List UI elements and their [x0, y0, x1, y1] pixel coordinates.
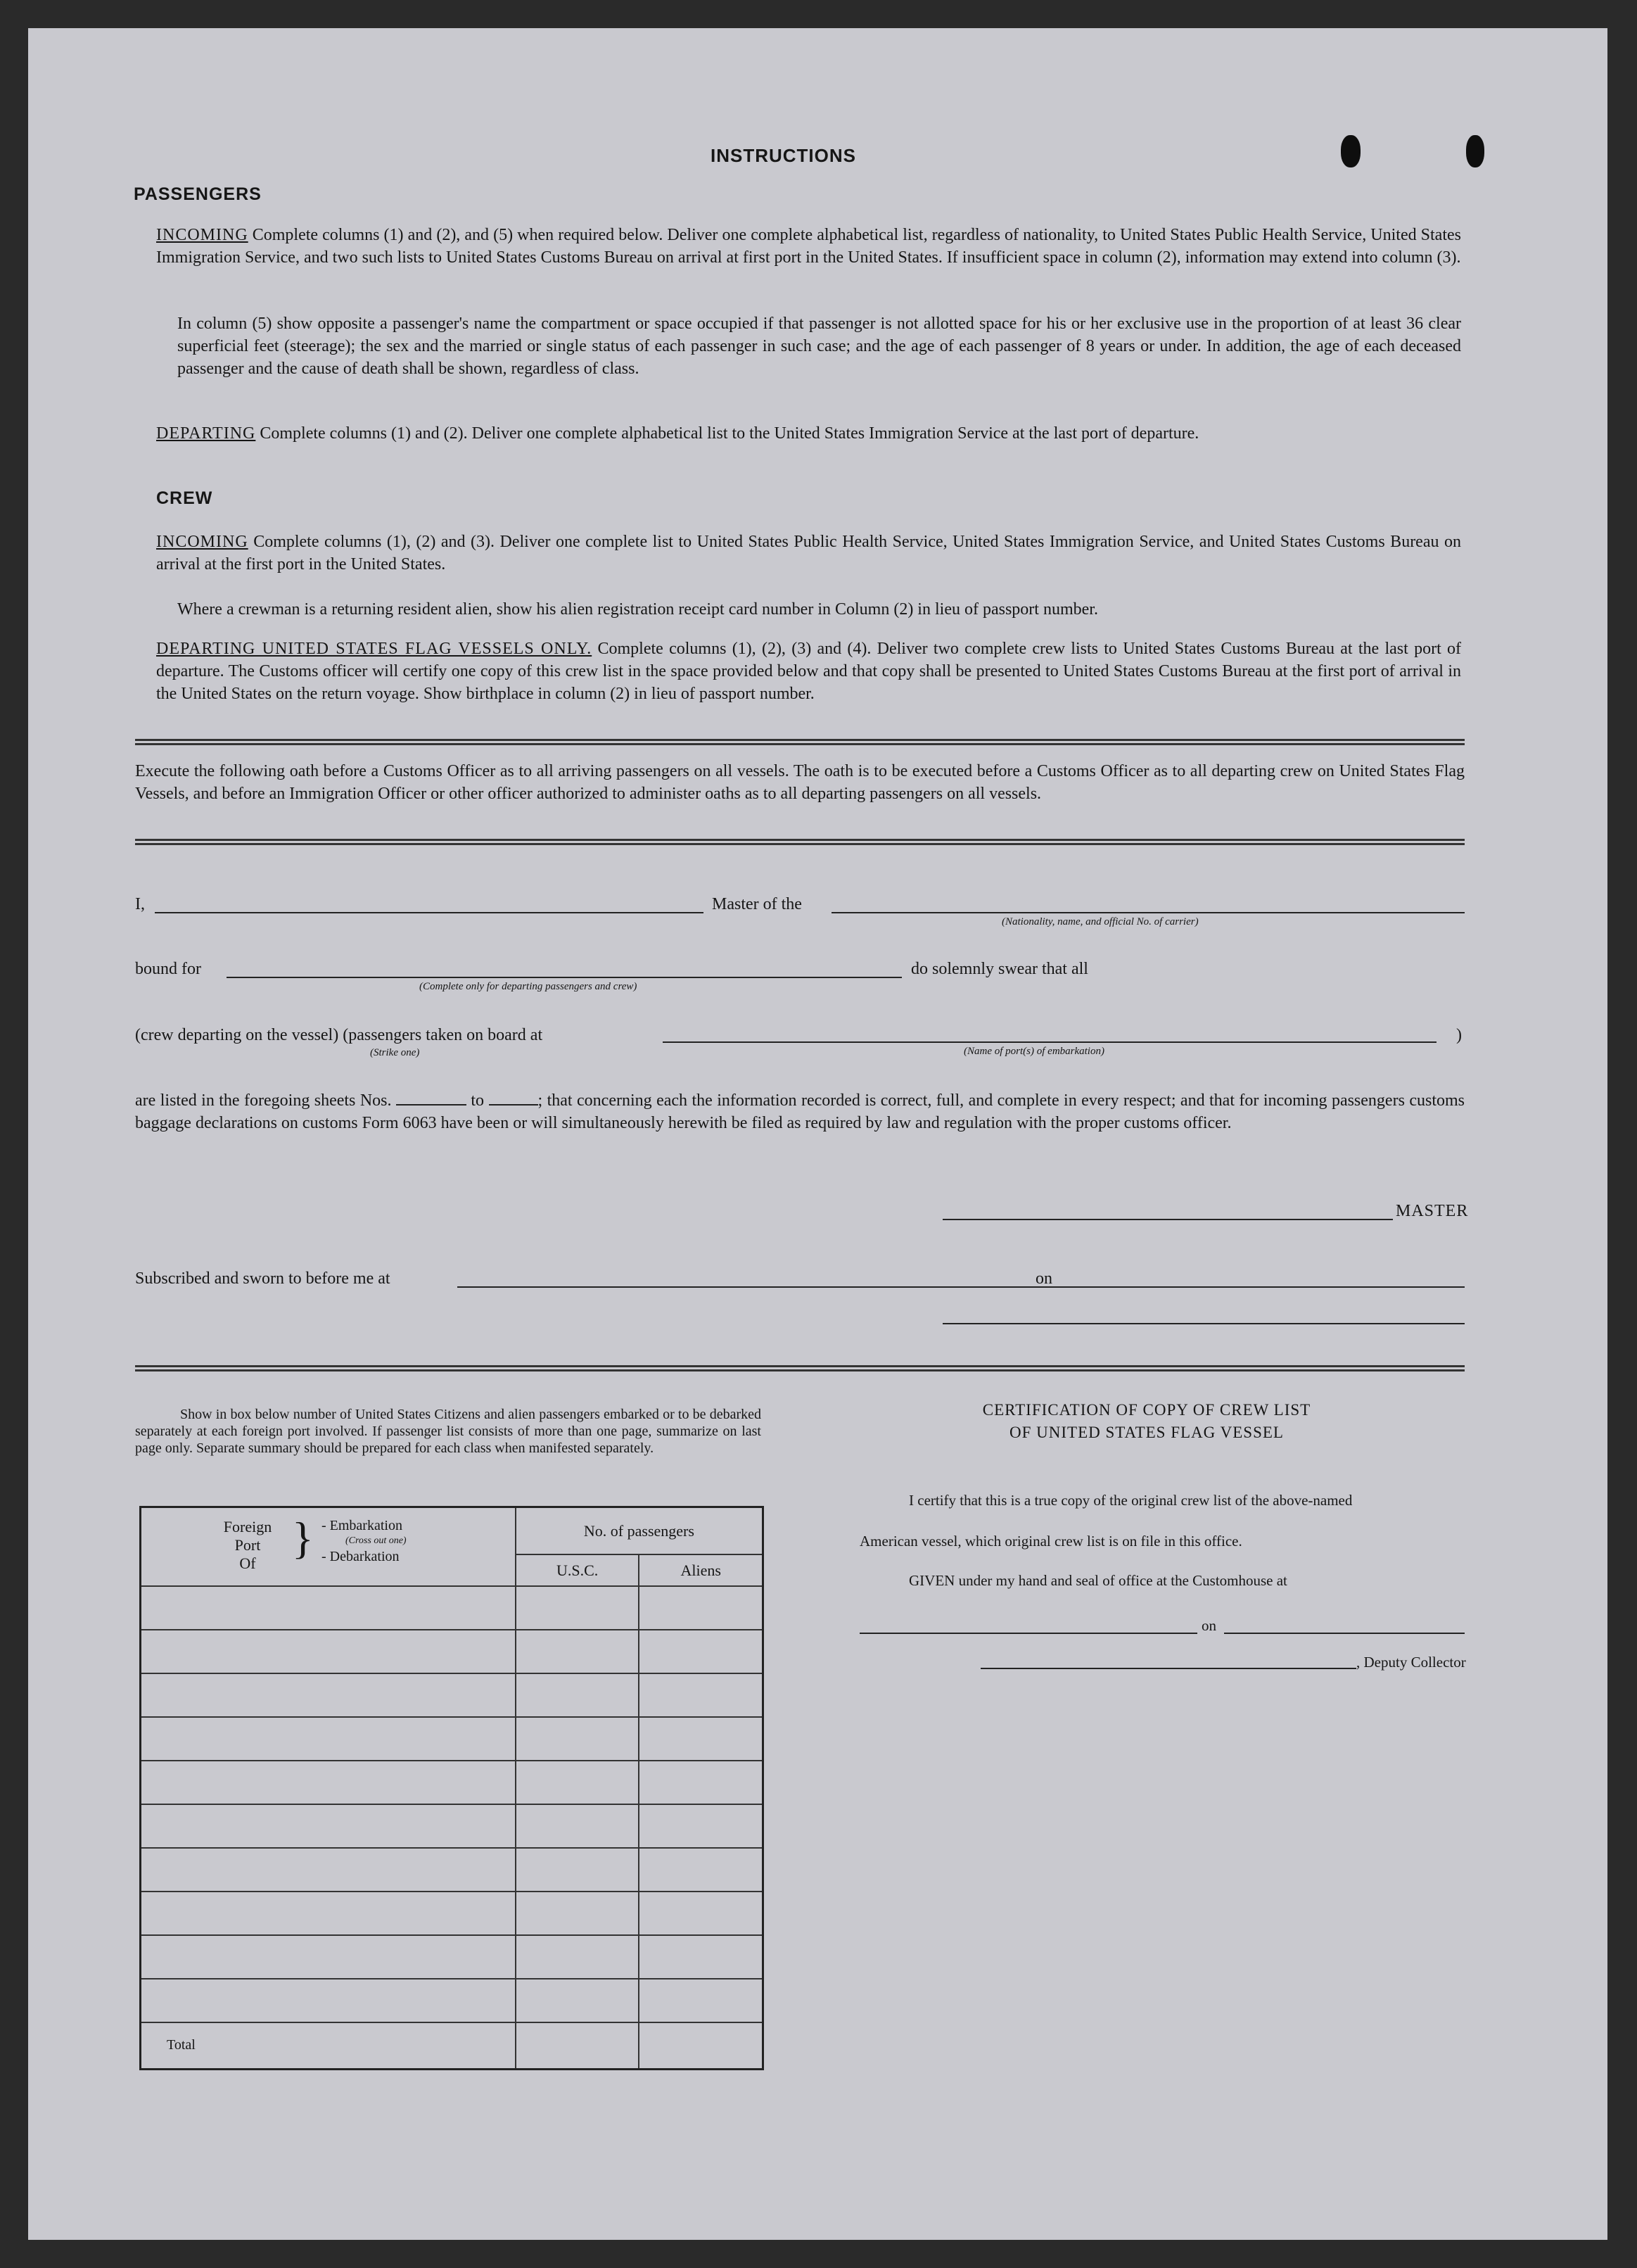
port-cell[interactable] — [141, 1630, 516, 1673]
usc-cell[interactable] — [516, 1892, 639, 1935]
usc-cell[interactable] — [516, 1804, 639, 1848]
aliens-cell[interactable] — [639, 1804, 763, 1848]
total-aliens-cell[interactable] — [639, 2022, 763, 2069]
sworn-on-label: on — [1036, 1269, 1052, 1288]
crew-incoming-text: Complete columns (1), (2) and (3). Deliver one complete list to United States Public Health Service, United States Immigration Service, and United States Customs Bureau on arrival at the first port in the United States. — [156, 533, 1461, 574]
crew-departing-label: DEPARTING UNITED STATES FLAG VESSELS ONLY. — [156, 640, 592, 658]
certify-text: I certify that this is a true copy of the original crew list of the above-named — [909, 1492, 1353, 1509]
ink-blot — [1341, 135, 1361, 167]
usc-cell[interactable] — [516, 1586, 639, 1630]
aliens-cell[interactable] — [639, 1761, 763, 1804]
carrier-caption: (Nationality, name, and official No. of carrier) — [1002, 916, 1199, 927]
usc-cell[interactable] — [516, 1848, 639, 1892]
aliens-cell[interactable] — [639, 1848, 763, 1892]
bound-for-field[interactable] — [227, 977, 902, 978]
customhouse-field[interactable] — [860, 1633, 1197, 1634]
aliens-cell[interactable] — [639, 1673, 763, 1717]
ports-caption: (Name of port(s) of embarkation) — [964, 1046, 1104, 1057]
embarkation-port-field[interactable] — [663, 1041, 1437, 1043]
close-paren: ) — [1456, 1026, 1462, 1044]
passengers-departing-paragraph — [156, 422, 1461, 445]
port-cell[interactable] — [141, 1586, 516, 1630]
usc-cell[interactable] — [516, 1761, 639, 1804]
port-cell[interactable] — [141, 1935, 516, 1979]
aliens-cell[interactable] — [639, 1979, 763, 2022]
port-cell[interactable] — [141, 1848, 516, 1892]
usc-header: U.S.C. — [516, 1554, 639, 1586]
passengers-departing-text: Complete columns (1) and (2). Deliver one complete alphabetical list to the United States Immigration Service at the last port of departure. — [260, 424, 1199, 443]
carrier-field[interactable] — [832, 912, 1465, 913]
passengers-heading: PASSENGERS — [134, 184, 262, 204]
usc-cell[interactable] — [516, 1935, 639, 1979]
usc-cell[interactable] — [516, 1979, 639, 2022]
usc-cell[interactable] — [516, 1630, 639, 1673]
section-divider — [135, 1365, 1465, 1371]
total-label: Total — [141, 2022, 516, 2069]
port-cell[interactable] — [141, 1717, 516, 1761]
strike-one-caption: (Strike one) — [370, 1047, 420, 1058]
table-row — [141, 1761, 763, 1804]
section-divider — [135, 839, 1465, 845]
crew-incoming-label: INCOMING — [156, 533, 248, 551]
usc-cell[interactable] — [516, 1717, 639, 1761]
sheet-from-field[interactable] — [396, 1104, 466, 1106]
given-text: GIVEN under my hand and seal of office at the Customhouse at — [909, 1572, 1287, 1589]
table-row — [141, 1804, 763, 1848]
crew-departing-paragraph — [156, 638, 1461, 705]
aliens-cell[interactable] — [639, 1630, 763, 1673]
table-row — [141, 1935, 763, 1979]
crew-departing-label: (crew departing on the vessel) (passengers taken on board at — [135, 1026, 543, 1044]
master-signature-field[interactable] — [943, 1219, 1393, 1220]
vessel-text: American vessel, which original crew list is on file in this office. — [860, 1533, 1242, 1550]
aliens-header: Aliens — [639, 1554, 763, 1586]
subscribed-label: Subscribed and sworn to before me at — [135, 1269, 390, 1288]
aliens-cell[interactable] — [639, 1935, 763, 1979]
sheets-paragraph: are listed in the foregoing sheets Nos. to ; that concerning each the information recorded is correct, full, and complete in every respect; and that for incoming passengers customs baggage declarations on customs Form 6063 have been or will simultaneously herewith be filed as required by law and regulation with the proper customs officer. — [135, 1091, 1465, 1132]
table-row — [141, 1630, 763, 1673]
port-cell[interactable] — [141, 1761, 516, 1804]
passengers-incoming-text: Complete columns (1) and (2), and (5) when required below. Deliver one complete alphabetical list, regardless of nationality, to United States Public Health Service, United States Immigration Service, and two such lists to United States Customs Bureau on arrival at first port in the United States. If insufficient space in column (2), information may extend into column (3). — [156, 226, 1461, 267]
master-name-field[interactable] — [155, 912, 703, 913]
crew-departing-text: Complete columns (1), (2), (3) and (4). Deliver two complete crew lists to United States Customs Bureau at the last port of departure. The Customs officer will certify one copy of this crew list in the space provided below and that copy shall be presented to United States Customs Bureau at the first port of arrival in the United States on the return voyage. Show birthplace in column (2) in lieu of passport number. — [156, 640, 1461, 703]
crew-heading: CREW — [156, 488, 213, 508]
table-row — [141, 1717, 763, 1761]
aliens-cell[interactable] — [639, 1892, 763, 1935]
passengers-departing-label: DEPARTING — [156, 424, 256, 443]
table-row — [141, 1673, 763, 1717]
usc-cell[interactable] — [516, 1673, 639, 1717]
cert-date-field[interactable] — [1224, 1633, 1465, 1634]
summary-intro: Show in box below number of United States Citizens and alien passengers embarked or to be debarked separately at each foreign port involved. If passenger list consists of more than one page, summarize on last page only. Separate summary should be prepared for each class when manifested separately. — [135, 1407, 761, 1456]
foreign-port-header: Foreign Port Of } - Embarkation (Cross out one) - Debarkation — [141, 1507, 516, 1587]
port-cell[interactable] — [141, 1892, 516, 1935]
crew-resident-paragraph: Where a crewman is a returning resident alien, show his alien registration receipt card number in Column (2) in lieu of passport number. — [177, 600, 1098, 619]
sworn-place-field[interactable] — [457, 1286, 1062, 1288]
passenger-summary-table — [139, 1506, 764, 2070]
oath-instructions: Execute the following oath before a Customs Officer as to all arriving passengers on all vessels. The oath is to be executed before a Customs Officer as to all departing crew on United States Flag Vessels, and before an Immigration Officer or other officer authorized to administer oaths as to all departing passengers on all vessels. — [135, 762, 1465, 803]
swear-label: do solemnly swear that all — [911, 960, 1088, 978]
bound-for-caption: (Complete only for departing passengers and crew) — [419, 981, 637, 992]
aliens-cell[interactable] — [639, 1586, 763, 1630]
passengers-incoming-label: INCOMING — [156, 226, 248, 244]
sworn-date-field[interactable] — [1062, 1286, 1465, 1288]
debarkation-label[interactable]: - Debarkation — [321, 1549, 400, 1564]
crew-incoming-paragraph — [156, 531, 1461, 576]
total-usc-cell[interactable] — [516, 2022, 639, 2069]
deputy-collector-label: , Deputy Collector — [1356, 1654, 1466, 1671]
section-divider — [135, 739, 1465, 745]
port-cell[interactable] — [141, 1979, 516, 2022]
table-row — [141, 1892, 763, 1935]
master-of-the-label: Master of the — [712, 895, 802, 913]
cert-on-label: on — [1202, 1617, 1216, 1634]
no-of-passengers-header: No. of passengers — [516, 1507, 763, 1555]
passengers-column5-paragraph: In column (5) show opposite a passenger's name the compartment or space occupied if that passenger is not allotted space for his or her exclusive use in the proportion of at least 36 clear superficial feet (steerage); the sex and the married or single status of each passenger in such case; and the age of each passenger of 8 years or under. In addition, the age of each deceased passenger and the cause of death shall be shown, regardless of class. — [177, 315, 1461, 378]
oath-i-label: I, — [135, 895, 145, 913]
master-label: MASTER — [1396, 1202, 1469, 1220]
officer-signature-field[interactable] — [943, 1323, 1465, 1324]
aliens-cell[interactable] — [639, 1717, 763, 1761]
passengers-incoming-paragraph — [156, 224, 1461, 269]
bound-for-label: bound for — [135, 960, 201, 978]
deputy-signature-field[interactable] — [981, 1668, 1356, 1669]
table-row — [141, 1979, 763, 2022]
document-page — [28, 28, 1607, 2240]
page-title: INSTRUCTIONS — [711, 145, 856, 166]
port-cell[interactable] — [141, 1804, 516, 1848]
embarkation-label[interactable]: - Embarkation — [321, 1518, 402, 1533]
ink-blot — [1466, 135, 1484, 167]
certification-title: CERTIFICATION OF COPY OF CREW LIST OF UNITED STATES FLAG VESSEL — [982, 1401, 1311, 1441]
table-row — [141, 1586, 763, 1630]
sheet-to-field[interactable] — [489, 1104, 538, 1106]
port-cell[interactable] — [141, 1673, 516, 1717]
table-row — [141, 1848, 763, 1892]
